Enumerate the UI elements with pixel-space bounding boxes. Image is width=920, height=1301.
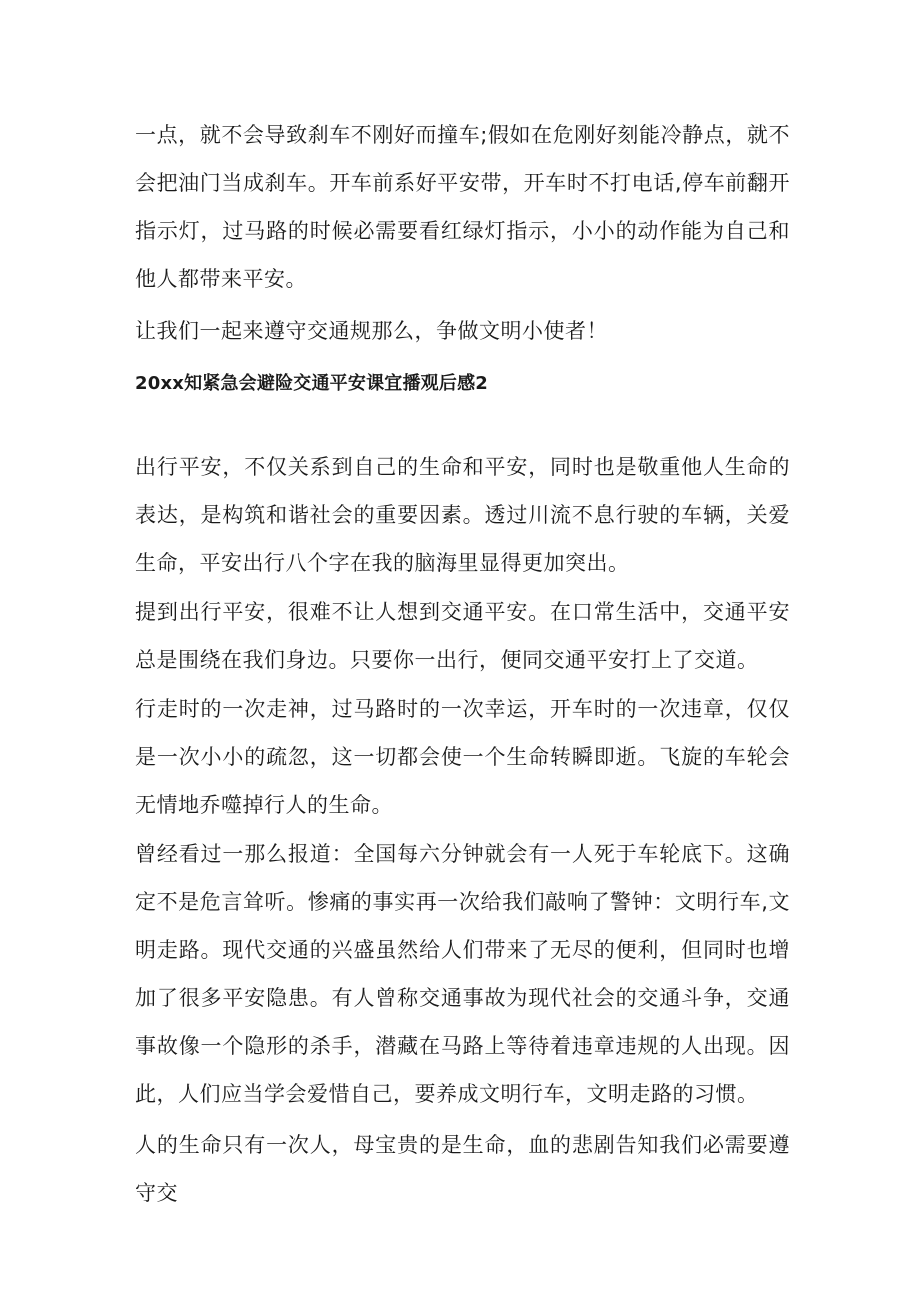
paragraph-intro: 出行平安，不仅关系到自己的生命和平安，同时也是敬重他人生命的表达，是构筑和谐社会的重要因素。透过川流不息行驶的车辆，关爱生命，平安出行八个字在我的脑海里显得更加突出。 <box>135 455 790 575</box>
paragraph-carelessness: 行走时的一次走神，过马路时的一次幸运，开车时的一次违章，仅仅是一次小小的疏忽，这一切都会使一个生命转瞬即逝。飞旋的车轮会无情地乔噬掉行人的生命。 <box>135 697 790 817</box>
paragraph-life-once: 人的生命只有一次人，母宝贵的是生命，血的悲剧告知我们必需要遵守交 <box>135 1133 790 1205</box>
paragraph-traffic-safety: 提到出行平安，很难不让人想到交通平安。在口常生活中，交通平安总是围绕在我们身边。只要你一出行，便同交通平安打上了交道。 <box>135 600 790 672</box>
section-title: 20xx知紧急会避险交通平安课宜播观后感2 <box>135 373 488 394</box>
paragraph-call-to-action: 让我们一起来遵守交通规那么，争做文明小使者！ <box>135 319 608 343</box>
paragraph-report: 曾经看过一那么报道：全国每六分钟就会有一人死于车轮底下。这确定不是危言耸听。惨痛的事实再一次给我们敲响了警钟：文明行车,文明走路。现代交通的兴盛虽然给人们带来了无尽的便利，但同时也增加了很多平安隐患。有人曾称交通事故为现代社会的交通斗争，交通事故像一个隐形的杀手，潜藏在马路上等待着违章违规的人出现。因此，人们应当学会爱惜自己，要养成文明行车，文明走路的习惯。 <box>135 842 790 1106</box>
paragraph-continuation: 一点，就不会导致刹车不刚好而撞车;假如在危刚好刻能冷静点，就不会把油门当成刹车。开车前系好平安带，开车时不打电话,停车前翻开指示灯，过马路的时候必需要看红绿灯指示，小小的动作能为自己和他人都带来平安。 <box>135 123 790 291</box>
